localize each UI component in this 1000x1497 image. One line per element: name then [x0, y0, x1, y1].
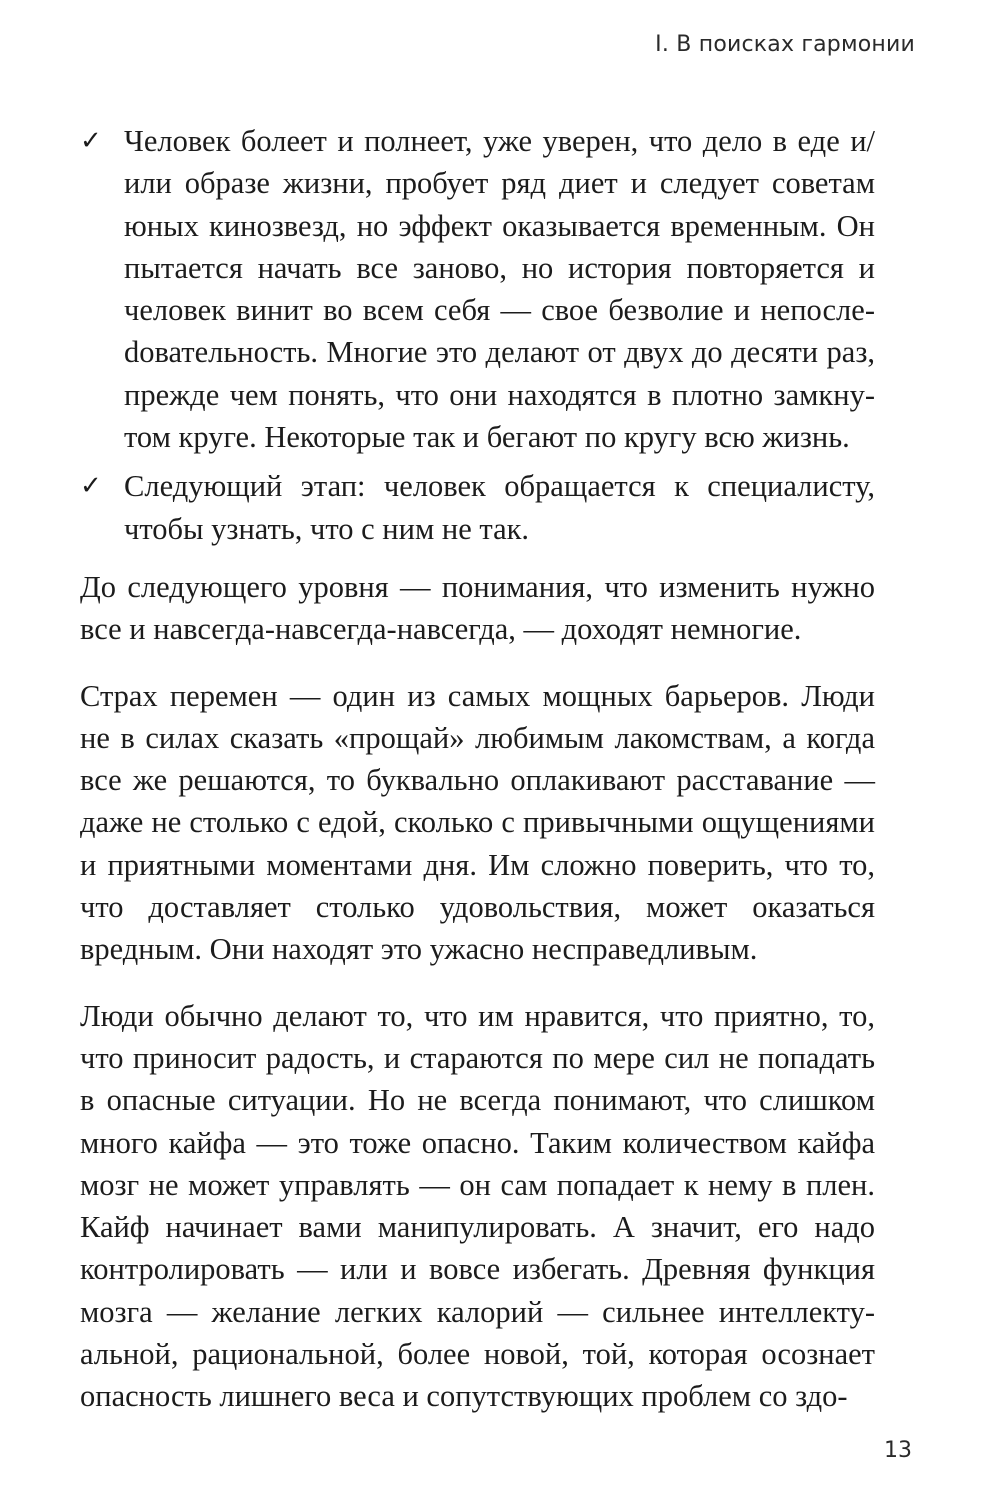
- bullet-text: Следующий этап: человек обращается к специалисту, чтобы узнать, что с ним не так.: [124, 469, 875, 546]
- check-mark-icon: ✓: [80, 126, 102, 156]
- bullet-item: [80, 120, 875, 458]
- body-text: [80, 120, 875, 1418]
- bullet-item: [80, 465, 875, 550]
- check-mark-icon: ✓: [80, 471, 102, 502]
- paragraph: Люди обычно делают то, что им нравится, что приятно, то, что приносит радость, и стараются по мере сил не попадать в опасные ситуации. Но не всегда понимают, что слишком много кайфа — это тоже опасно. Таким количеством кайфа мозг не может управлять — он сам попадает к нему в плен. Кайф начинает вами манипулировать. А значит, его надо контролировать — или и вовсе избегать. Древняя функция мозга — желание легких калорий — сильнее интеллектуальной, рациональной, более новой, той, которая осознает опасность лишнего веса и сопутствующих проблем со здо-: [80, 998, 875, 1414]
- paragraph: До следующего уровня — понимания, что изменить нужно все и навсегда-навсегда-навсегда, — доходят немногие.: [80, 569, 875, 647]
- bullet-text: Человек болеет и полнеет, уже уверен, что дело в еде и/или образе жизни, пробует ряд диет и следует советам юных кинозвезд, но эффект оказывается временным. Он пытается начать все заново, но история повторяется и человек винит во всем себя — свое безволие и непослеdовательность. Многие это делают от двух до десяти раз, прежде чем понять, что они находятся в плотно замкнутом круге. Некоторые так и бегают по кругу всю жизнь.: [124, 124, 875, 455]
- paragraph: Страх перемен — один из самых мощных барьеров. Люди не в силах сказать «прощай» любимым лакомствам, а когда все же решаются, то буквально оплакивают расставание — даже не столько с едой, сколько с привычными ощущениями и приятными моментами дня. Им сложно поверить, что то, что доставляет столько удовольствия, может оказаться вредным. Они находят это ужасно несправедливым.: [80, 678, 875, 967]
- running-header: I. В поисках гармонии: [655, 32, 915, 57]
- bullet-list: [80, 120, 875, 550]
- page-number: 13: [884, 1438, 912, 1463]
